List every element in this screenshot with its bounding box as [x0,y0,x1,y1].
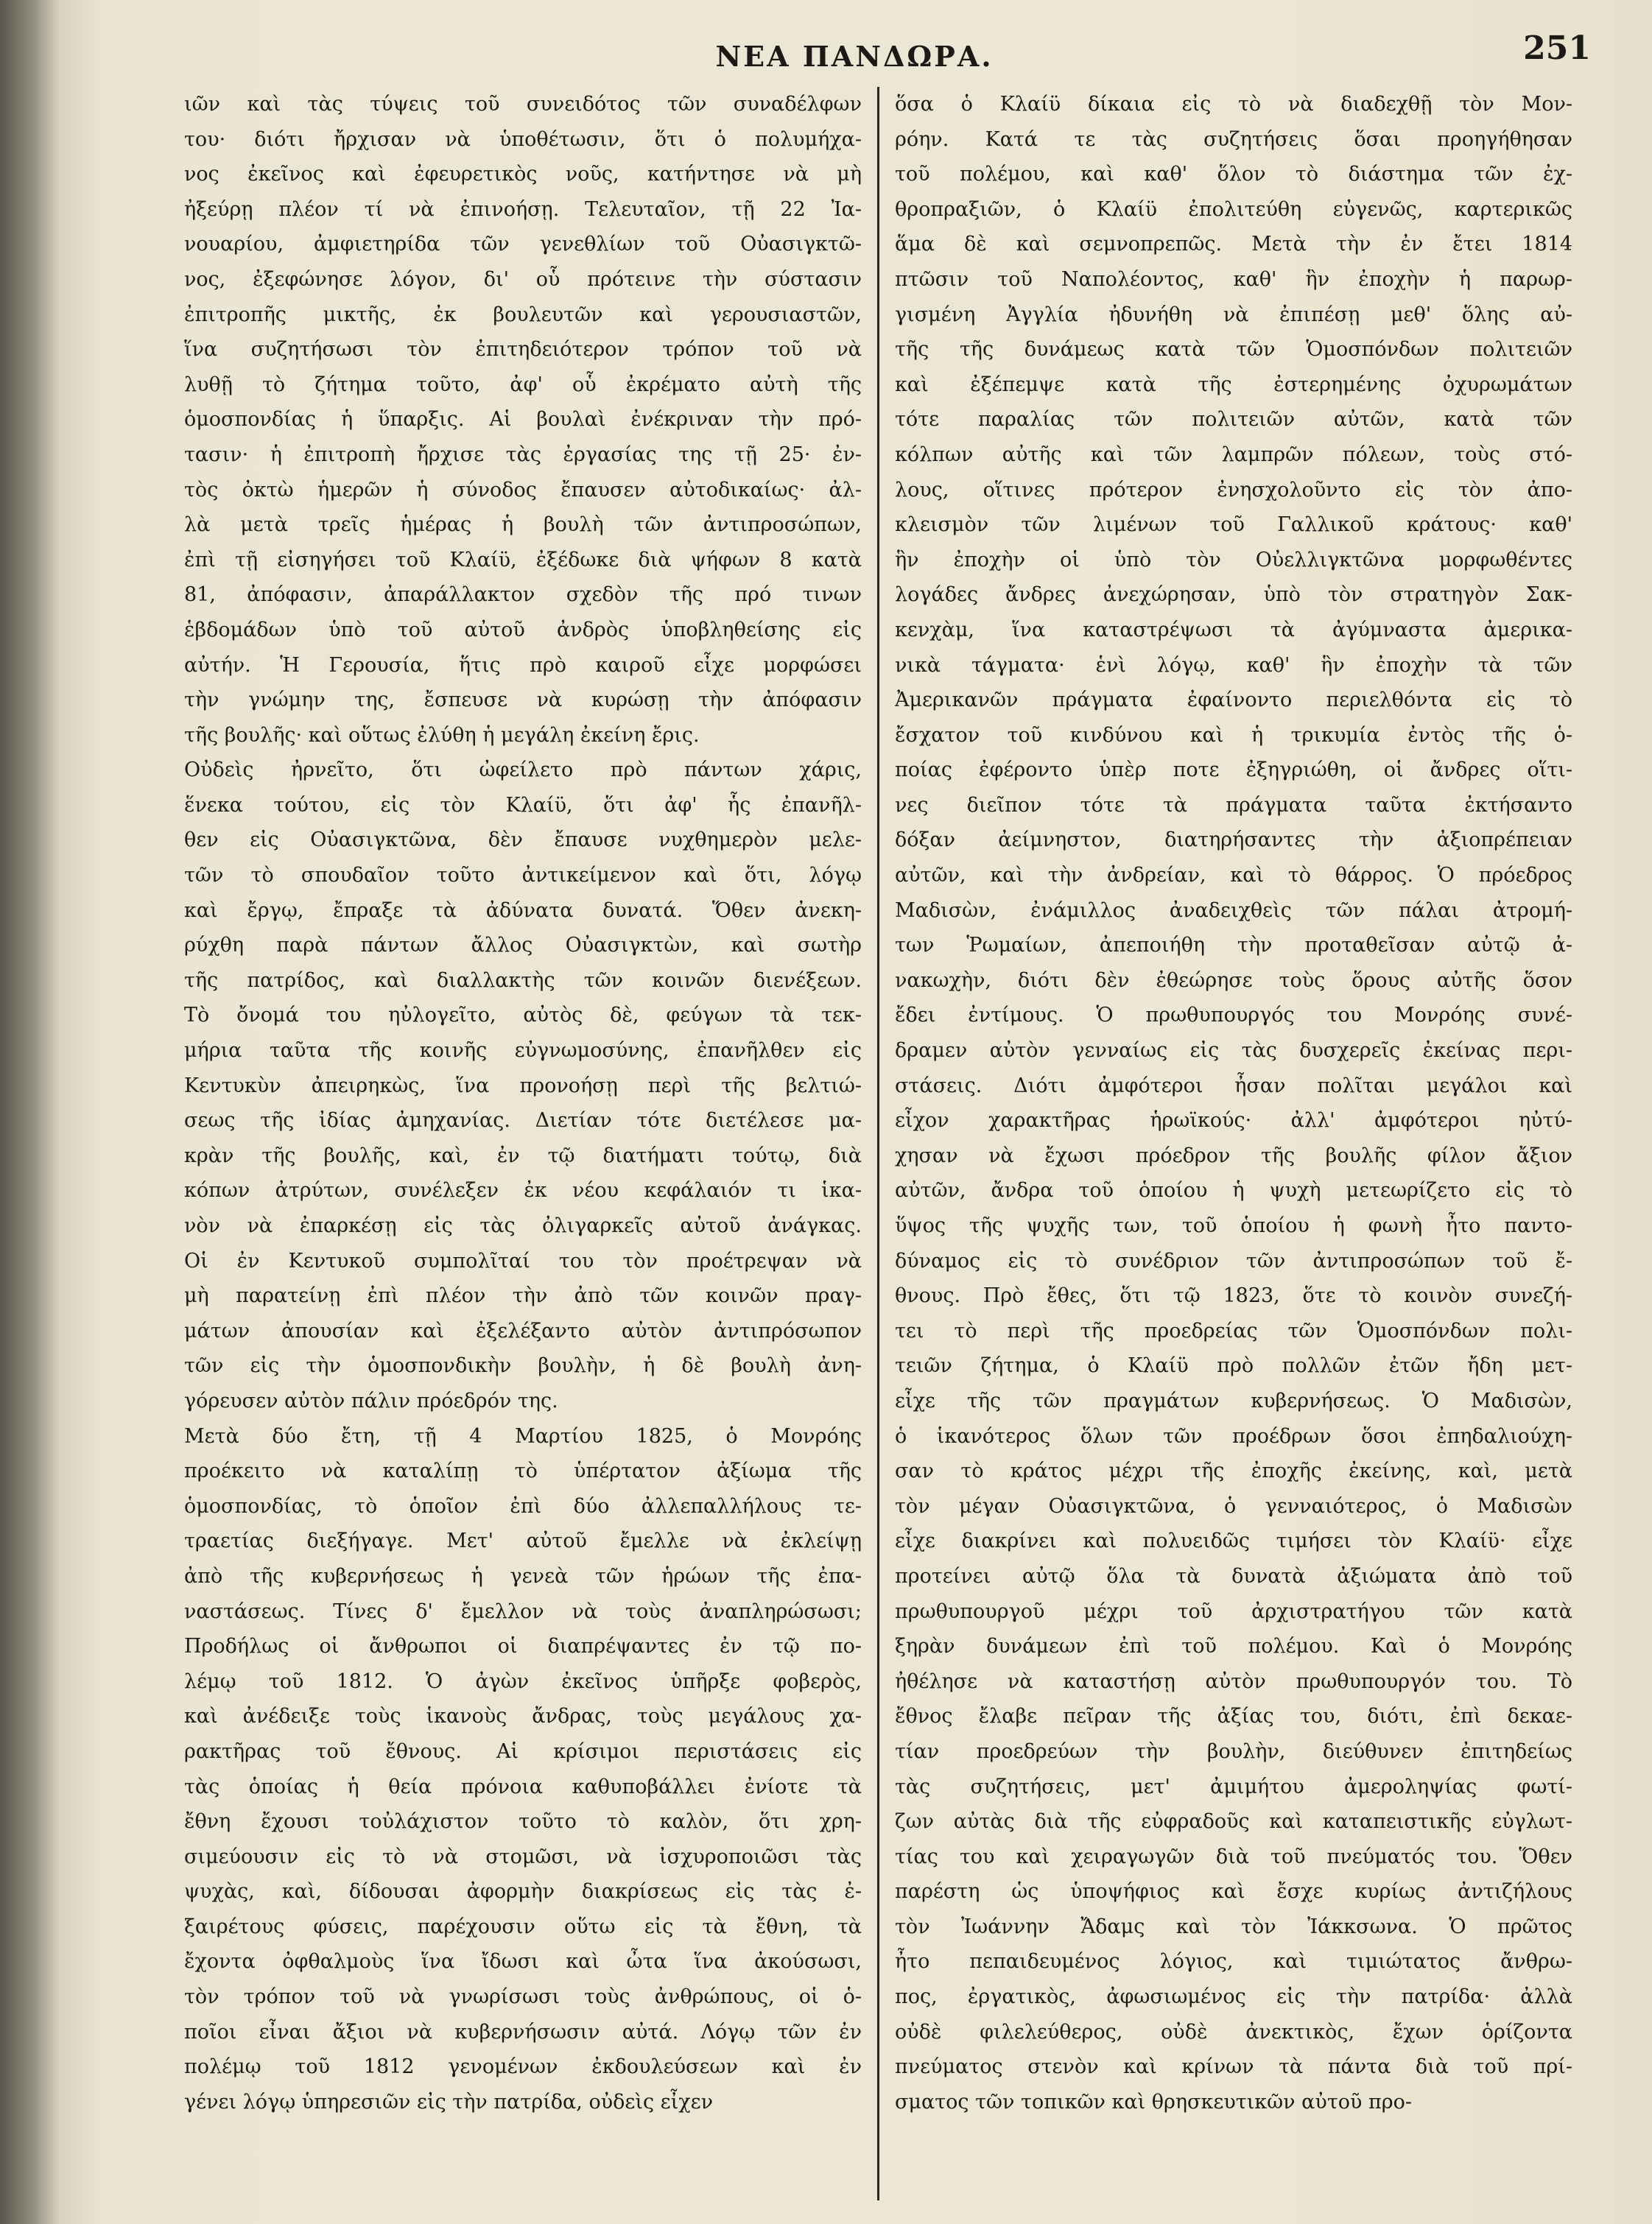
text-line: Οὐδεὶς ἠρνεῖτο, ὅτι ὠφείλετο πρὸ πάντων χάρις, [184,759,862,782]
text-line: θνους. Πρὸ ἔθες, ὅτι τῷ 1823, ὅτε τὸ κοινὸν συνεζή- [895,1284,1572,1308]
text-line: νες διεῖπον τότε τὰ πράγματα ταῦτα ἐκτήσαντο [895,793,1572,817]
text-line: Ἀμερικανῶν πράγματα ἐφαίνοντο περιελθόντα εἰς τὸ [895,689,1572,712]
text-line: λογάδες ἄνδρες ἀνεχώρησαν, ὑπὸ τὸν στρατηγὸν Σακ- [895,583,1572,607]
text-line: ποῖοι εἶναι ἄξιοι νὰ κυβερνήσωσιν αὐτά. Λόγῳ τῶν ἐν [184,2020,862,2044]
text-line: τίαν προεδρεύων τὴν βουλὴν, διεύθυνεν ἐπιτηδείως [895,1739,1572,1763]
text-line: ἑβδομάδων ὑπὸ τοῦ αὐτοῦ ἀνδρὸς ὑποβληθείσης εἰς [184,618,862,641]
text-line: αὐτήν. Ἡ Γερουσία, ἥτις πρὸ καιροῦ εἶχε μορφώσει [184,653,862,677]
text-line: ὁ ἱκανότερος ὅλων τῶν προέδρων ὅσοι ἐπηδαλιούχη- [895,1424,1572,1448]
page-header [118,29,1591,81]
text-line: ἔθνος ἔλαβε πεῖραν τῆς ἀξίας του, διότι, ἐπὶ δεκαε- [895,1705,1572,1728]
text-line: ὕψος τῆς ψυχῆς των, τοῦ ὁποίου ἡ φωνὴ ἦτο παντο- [895,1214,1572,1237]
text-line: αὐτῶν, καὶ τὴν ἀνδρείαν, καὶ τὸ θάρρος. Ὁ πρόεδρος [895,864,1572,887]
text-line: ψυχὰς, καὶ, δίδουσαι ἀφορμὴν διακρίσεως εἰς τὰς ἐ- [184,1880,862,1904]
text-line: εἶχε διακρίνει καὶ πολυειδῶς τιμήσει τὸν Κλαίϋ· εἶχε [895,1530,1572,1553]
column-divider [877,87,879,2200]
text-line: Κεντυκὺν ἀπειρηκὼς, ἵνα προνοήσῃ περὶ τῆς βελτιώ- [184,1074,862,1097]
text-line: μήρια ταῦτα τῆς κοινῆς εὐγνωμοσύνης, ἐπανῆλθεν εἰς [184,1039,862,1063]
right-column [895,87,1572,2200]
text-line: τότε παραλίας τῶν πολιτειῶν αὐτῶν, κατὰ τῶν [895,408,1572,432]
text-line: κλεισμὸν τῶν λιμένων τοῦ Γαλλικοῦ κράτους· καθ' [895,513,1572,537]
text-line: ξηρὰν δυνάμεων ἐπὶ τοῦ πολέμου. Καὶ ὁ Μονρόης [895,1635,1572,1658]
text-line: ὁμοσπονδίας, τὸ ὁποῖον ἐπὶ δύο ἀλλεπαλλήλους τε- [184,1494,862,1518]
text-line: ρακτῆρας τοῦ ἔθνους. Αἱ κρίσιμοι περιστάσεις εἰς [184,1739,862,1763]
text-line: των Ῥωμαίων, ἀπεποιήθη τὴν προταθεῖσαν αὐτῷ ἀ- [895,934,1572,957]
text-line: ὅσα ὁ Κλαίϋ δίκαια εἰς τὸ νὰ διαδεχθῇ τὸν Μον- [895,93,1572,116]
text-line: τῆς πατρίδος, καὶ διαλλακτὴς τῶν κοινῶν διενέξεων. [184,968,862,992]
text-line: Μετὰ δύο ἔτη, τῇ 4 Μαρτίου 1825, ὁ Μονρόης [184,1424,862,1448]
text-line: γισμένη Ἀγγλία ἠδυνήθη νὰ ἐπιπέσῃ μεθ' ὅλης αὐ- [895,303,1572,326]
text-line: πνεύματος στενὸν καὶ κρίνων τὰ πάντα διὰ τοῦ πρί- [895,2055,1572,2079]
text-line: νακωχὴν, διότι δὲν ἐθεώρησε τοὺς ὅρους αὐτῆς ὅσον [895,968,1572,992]
text-columns [184,87,1572,2200]
text-line: δραμεν αὐτὸν γενναίως εἰς τὰς δυσχερεῖς ἐκείνας περι- [895,1039,1572,1063]
text-line: ὁμοσπονδίας ἡ ὕπαρξις. Αἱ βουλαὶ ἐνέκριναν τὴν πρό- [184,408,862,432]
text-line: κόπων ἀτρύτων, συνέλεξεν ἐκ νέου κεφάλαιόν τι ἱκα- [184,1179,862,1203]
text-line: ποίας ἐφέροντο ὑπὲρ ποτε ἐξηγριώθη, οἱ ἄνδρες οἵτι- [895,759,1572,782]
text-line: κόλπων αὐτῆς καὶ τῶν λαμπρῶν πόλεων, τοὺς στό- [895,443,1572,466]
text-line: κενχὰμ, ἵνα καταστρέψωσι τὰ ἀγύμναστα ἀμερικα- [895,618,1572,641]
text-line: δόξαν ἀείμνηστον, διατηρήσαντες τὴν ἀξιοπρέπειαν [895,828,1572,852]
text-line: εἶχον χαρακτῆρας ἡρωϊκούς· ἀλλ' ἀμφότεροι ηὐτύ- [895,1109,1572,1133]
page-number: 251 [1523,29,1591,67]
text-line: ζων αὐτὰς διὰ τῆς εὐφραδοῦς καὶ καταπειστικῆς εὐγλωτ- [895,1810,1572,1834]
text-line: τασιν· ἡ ἐπιτροπὴ ἤρχισε τὰς ἐργασίας της τῇ 25· ἐν- [184,443,862,466]
text-line: ναστάσεως. Τίνες δ' ἔμελλον νὰ τοὺς ἀναπληρώσωσι; [184,1600,862,1623]
text-line: ξαιρέτους φύσεις, παρέχουσιν οὕτω εἰς τὰ ἔθνη, τὰ [184,1915,862,1938]
text-line: Οἱ ἐν Κεντυκοῦ συμπολῖταί του τὸν προέτρεψαν νὰ [184,1249,862,1273]
text-line: νος, ἐξεφώνησε λόγον, δι' οὗ πρότεινε τὴν σύστασιν [184,267,862,291]
text-line: ἔσχατον τοῦ κινδύνου καὶ ἡ τρικυμία ἐντὸς τῆς ὁ- [895,723,1572,747]
text-line: ἠθέλησε νὰ καταστήσῃ αὐτὸν πρωθυπουργόν του. Τὸ [895,1669,1572,1693]
text-line: τὰς ὁποίας ἡ θεία πρόνοια καθυποβάλλει ἐνίοτε τὰ [184,1775,862,1798]
running-title: ΝΕΑ ΠΑΝΔΩΡΑ. [715,40,994,73]
text-line: τὸν Ἰωάννην Ἄδαμς καὶ τὸν Ἰάκκσωνα. Ὁ πρῶτος [895,1915,1572,1938]
text-line: ἔχοντα ὀφθαλμοὺς ἵνα ἴδωσι καὶ ὦτα ἵνα ἀκούσωσι, [184,1950,862,1974]
text-line: ἐπιτροπῆς μικτῆς, ἐκ βουλευτῶν καὶ γερουσιαστῶν, [184,303,862,326]
text-line: ἕνεκα τούτου, εἰς τὸν Κλαίϋ, ὅτι ἀφ' ἧς ἐπανῆλ- [184,793,862,817]
text-line: ἅμα δὲ καὶ σεμνοπρεπῶς. Μετὰ τὴν ἐν ἔτει 1814 [895,233,1572,256]
text-line: μὴ παρατείνῃ ἐπὶ πλέον τὴν ἀπὸ τῶν κοινῶν πραγ- [184,1284,862,1308]
text-line: προτείνει αὐτῷ ὅλα τὰ δυνατὰ ἀξιώματα ἀπὸ τοῦ [895,1564,1572,1588]
text-line: τῶν εἰς τὴν ὁμοσπονδικὴν βουλὴν, ἡ δὲ βουλὴ ἀνη- [184,1354,862,1378]
text-line: αὐτῶν, ἄνδρα τοῦ ὁποίου ἡ ψυχὴ μετεωρίζετο εἰς τὸ [895,1179,1572,1203]
text-line: δύναμος εἰς τὸ συνέδριον τῶν ἀντιπροσώπων τοῦ ἔ- [895,1249,1572,1273]
text-line: πτῶσιν τοῦ Ναπολέοντος, καθ' ἣν ἐποχὴν ἡ παρωρ- [895,267,1572,291]
text-line: Προδήλως οἱ ἄνθρωποι οἱ διαπρέψαντες ἐν τῷ πο- [184,1635,862,1658]
text-line: γόρευσεν αὐτὸν πάλιν πρόεδρόν της. [184,1389,558,1412]
text-line: λέμῳ τοῦ 1812. Ὁ ἀγὼν ἐκεῖνος ὑπῆρξε φοβερὸς, [184,1669,862,1693]
text-line: τῶν τὸ σπουδαῖον τοῦτο ἀντικείμενον καὶ ὅτι, λόγῳ [184,864,862,887]
text-line: ἔθνη ἔχουσι τοὐλάχιστον τοῦτο τὸ καλὸν, ὅτι χρη- [184,1810,862,1834]
text-line: ἣν ἐποχὴν οἱ ὑπὸ τὸν Οὐελλιγκτῶνα μορφωθέντες [895,548,1572,571]
text-line: γένει λόγῳ ὑπηρεσιῶν εἰς τὴν πατρίδα, οὐδεὶς εἶχεν [184,2090,713,2114]
text-line: τὸν μέγαν Οὐασιγκτῶνα, ὁ γενναιότερος, ὁ Μαδισὼν [895,1494,1572,1518]
text-line: καὶ ἀνέδειξε τοὺς ἱκανοὺς ἄνδρας, τοὺς μεγάλους χα- [184,1705,862,1728]
text-line: ρύχθη παρὰ πάντων ἄλλος Οὐασιγκτὼν, καὶ σωτὴρ [184,934,862,957]
text-line: λυθῇ τὸ ζήτημα τοῦτο, ἀφ' οὗ ἐκρέματο αὐτὴ τῆς [184,373,862,396]
text-line: σαν τὸ κράτος μέχρι τῆς ἐποχῆς ἐκείνης, καὶ, μετὰ [895,1460,1572,1483]
text-line: θεν εἰς Οὐασιγκτῶνα, δὲν ἔπαυσε νυχθημερὸν μελε- [184,828,862,852]
text-line: λὰ μετὰ τρεῖς ἡμέρας ἡ βουλὴ τῶν ἀντιπροσώπων, [184,513,862,537]
text-line: Τὸ ὄνομά του ηὐλογεῖτο, αὐτὸς δὲ, φεύγων τὰ τεκ- [184,1004,862,1027]
text-line: σεως τῆς ἰδίας ἀμηχανίας. Διετίαν τότε διετέλεσε μα- [184,1109,862,1133]
text-line: μάτων ἀπουσίαν καὶ ἐξελέξαντο αὐτὸν ἀντιπρόσωπον [184,1319,862,1343]
text-line: χησαν νὰ ἔχωσι πρόεδρον τῆς βουλῆς φίλον ἄξιον [895,1144,1572,1167]
text-line: καὶ ἔργῳ, ἔπραξε τὰ ἀδύνατα δυνατά. Ὅθεν ἀνεκη- [184,898,862,922]
text-line: στάσεις. Διότι ἀμφότεροι ἦσαν πολῖται μεγάλοι καὶ [895,1074,1572,1097]
text-line: νικὰ τάγματα· ἑνὶ λόγῳ, καθ' ἣν ἐποχὴν τὰ τῶν [895,653,1572,677]
text-line: εἶχε τῆς τῶν πραγμάτων κυβερνήσεως. Ὁ Μαδισὼν, [895,1389,1572,1412]
text-line: Μαδισὼν, ἐνάμιλλος ἀναδειχθεὶς τῶν πάλαι ἀτρομή- [895,898,1572,922]
text-line: τὸν τρόπον τοῦ νὰ γνωρίσωσι τοὺς ἀνθρώπους, οἱ ὁ- [184,1985,862,2009]
text-line: πολέμῳ τοῦ 1812 γενομένων ἐκδουλεύσεων καὶ ἐν [184,2055,862,2079]
text-line: σματος τῶν τοπικῶν καὶ θρησκευτικῶν αὐτοῦ προ- [895,2090,1412,2114]
text-line: 81, ἀπόφασιν, ἀπαράλλακτον σχεδὸν τῆς πρό τινων [184,583,862,607]
text-line: πρωθυπουργοῦ μέχρι τοῦ ἀρχιστρατήγου τῶν κατὰ [895,1600,1572,1623]
text-line: τὰς συζητήσεις, μετ' ἀμιμήτου ἀμεροληψίας φωτί- [895,1775,1572,1798]
text-line: ἀπὸ τῆς κυβερνήσεως ἡ γενεὰ τῶν ἡρώων τῆς ἐπα- [184,1564,862,1588]
text-line: ἦτο πεπαιδευμένος λόγιος, καὶ τιμιώτατος ἄνθρω- [895,1950,1572,1974]
text-line: νος ἐκεῖνος καὶ ἐφευρετικὸς νοῦς, κατήντησε νὰ μὴ [184,163,862,186]
text-line: ιῶν καὶ τὰς τύψεις τοῦ συνειδότος τῶν συναδέλφων [184,93,862,116]
text-line: τὴν γνώμην της, ἔσπευσε νὰ κυρώσῃ τὴν ἀπόφασιν [184,689,862,712]
text-line: τῆς τῆς δυνάμεως κατὰ τῶν Ὁμοσπόνδων πολιτειῶν [895,338,1572,362]
text-line: νὸν νὰ ἐπαρκέσῃ εἰς τὰς ὀλιγαρκεῖς αὐτοῦ ἀνάγκας. [184,1214,862,1237]
text-line: ρόην. Κατά τε τὰς συζητήσεις ὅσαι προηγήθησαν [895,127,1572,151]
text-line: ἵνα συζητήσωσι τὸν ἐπιτηδειότερον τρόπον τοῦ νὰ [184,338,862,362]
text-line: τειῶν ζήτημα, ὁ Κλαίϋ πρὸ πολλῶν ἐτῶν ἤδη μετ- [895,1354,1572,1378]
text-line: ἠξεύρῃ πλέον τί νὰ ἐπινοήσῃ. Τελευταῖον, τῇ 22 Ἰα- [184,197,862,221]
text-line: θροπραξιῶν, ὁ Κλαίϋ ἐπολιτεύθη εὐγενῶς, καρτερικῶς [895,197,1572,221]
text-line: τῆς βουλῆς· καὶ οὕτως ἐλύθη ἡ μεγάλη ἐκείνη ἔρις. [184,723,700,747]
text-line: οὐδὲ φιλελεύθερος, οὐδὲ ἀνεκτικὸς, ἔχων ὁρίζοντα [895,2020,1572,2044]
text-line: του· διότι ἤρχισαν νὰ ὑποθέτωσιν, ὅτι ὁ πολυμήχα- [184,127,862,151]
text-line: καὶ ἐξέπεμψε κατὰ τῆς ἐστερημένης ὀχυρωμάτων [895,373,1572,396]
text-line: τραετίας διεξήγαγε. Μετ' αὐτοῦ ἔμελλε νὰ ἐκλείψῃ [184,1530,862,1553]
text-line: ἐπὶ τῇ εἰσηγήσει τοῦ Κλαίϋ, ἐξέδωκε διὰ ψήφων 8 κατὰ [184,548,862,571]
text-line: ἔδει ἐντίμους. Ὁ πρωθυπουργός του Μονρόης συνέ- [895,1004,1572,1027]
text-line: τει τὸ περὶ τῆς προεδρείας τῶν Ὁμοσπόνδων πολι- [895,1319,1572,1343]
text-line: προέκειτο νὰ καταλίπῃ τὸ ὑπέρτατον ἀξίωμα τῆς [184,1460,862,1483]
text-line: παρέστη ὡς ὑποψήφιος καὶ ἔσχε κυρίως ἀντιζήλους [895,1880,1572,1904]
text-line: κρὰν τῆς βουλῆς, καὶ, ἐν τῷ διατήματι τούτῳ, διὰ [184,1144,862,1167]
text-line: πος, ἐργατικὸς, ἀφωσιωμένος εἰς τὴν πατρίδα· ἀλλὰ [895,1985,1572,2009]
text-line: νουαρίου, ἀμφιετηρίδα τῶν γενεθλίων τοῦ Οὐασιγκτῶ- [184,233,862,256]
text-line: τοῦ πολέμου, καὶ καθ' ὅλον τὸ διάστημα τῶν ἐχ- [895,163,1572,186]
left-column [184,87,862,2200]
text-line: λους, οἵτινες πρότερον ἐνησχολοῦντο εἰς τὸν ἀπο- [895,478,1572,502]
text-line: τὸς ὀκτὼ ἡμερῶν ἡ σύνοδος ἔπαυσεν αὐτοδικαίως· ἀλ- [184,478,862,502]
text-line: τίας του καὶ χειραγωγῶν διὰ τοῦ πνεύματός του. Ὅθεν [895,1845,1572,1868]
text-line: σιμεύουσιν εἰς τὸ νὰ στομῶσι, νὰ ἰσχυροποιῶσι τὰς [184,1845,862,1868]
